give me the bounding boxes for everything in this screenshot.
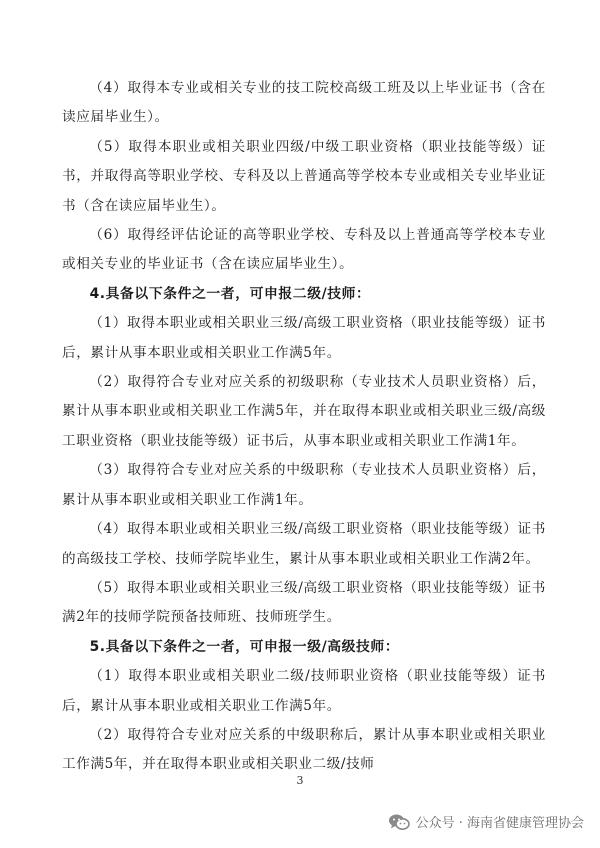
section-heading: 4.具备以下条件之一者，可申报二级/技师： (89, 285, 371, 302)
watermark-text: 公众号 · 海南省健康管理协会 (415, 816, 584, 831)
paragraph-item: （3）取得符合专业对应关系的中级职称（专业技术人员职业资格）后，累计从事本职业或相关职业工作满1年。 (62, 462, 546, 508)
wechat-icon (388, 813, 410, 831)
section-heading: 5.具备以下条件之一者，可申报一级/高级技师： (89, 638, 400, 655)
wechat-watermark (388, 812, 584, 831)
paragraph-item: （2）取得符合专业对应关系的初级职称（专业技术人员职业资格）后，累计从事本职业或相关职业工作满5年，并在取得本职业或相关职业三级/高级工职业资格（职业技能等级）证书后，从事本职业或相关职业工作满1年。 (62, 374, 546, 449)
paragraph-item: （4）取得本职业或相关职业三级/高级工职业资格（职业技能等级）证书的高级技工学校、技师学院毕业生，累计从事本职业或相关职业工作满2年。 (62, 521, 546, 567)
paragraph-item: （6）取得经评估论证的高等职业学校、专科及以上普通高等学校本专业或相关专业的毕业证书（含在读应届毕业生）。 (62, 227, 546, 273)
document-body (62, 74, 546, 780)
paragraph-item: （5）取得本职业或相关职业四级/中级工职业资格（职业技能等级）证书，并取得高等职业学校、专科及以上普通高等学校本专业或相关专业毕业证书（含在读应届毕业生）。 (62, 138, 546, 214)
paragraph-item: （1）取得本职业或相关职业三级/高级工职业资格（职业技能等级）证书后，累计从事本职业或相关职业工作满5年。 (62, 315, 546, 361)
page-number: 3 (296, 774, 304, 787)
paragraph-item: （1）取得本职业或相关职业二级/技师职业资格（职业技能等级）证书后，累计从事本职业或相关职业工作满5年。 (62, 668, 546, 714)
paragraph-item: （2）取得符合专业对应关系的中级职称后，累计从事本职业或相关职业工作满5年，并在取得本职业或相关职业二级/技师 (62, 726, 546, 773)
paragraph-item: （5）取得本职业或相关职业三级/高级工职业资格（职业技能等级）证书满2年的技师学院预备技师班、技师班学生。 (62, 579, 546, 626)
paragraph-item: （4）取得本专业或相关专业的技工院校高级工班及以上毕业证书（含在读应届毕业生）。 (62, 80, 546, 126)
